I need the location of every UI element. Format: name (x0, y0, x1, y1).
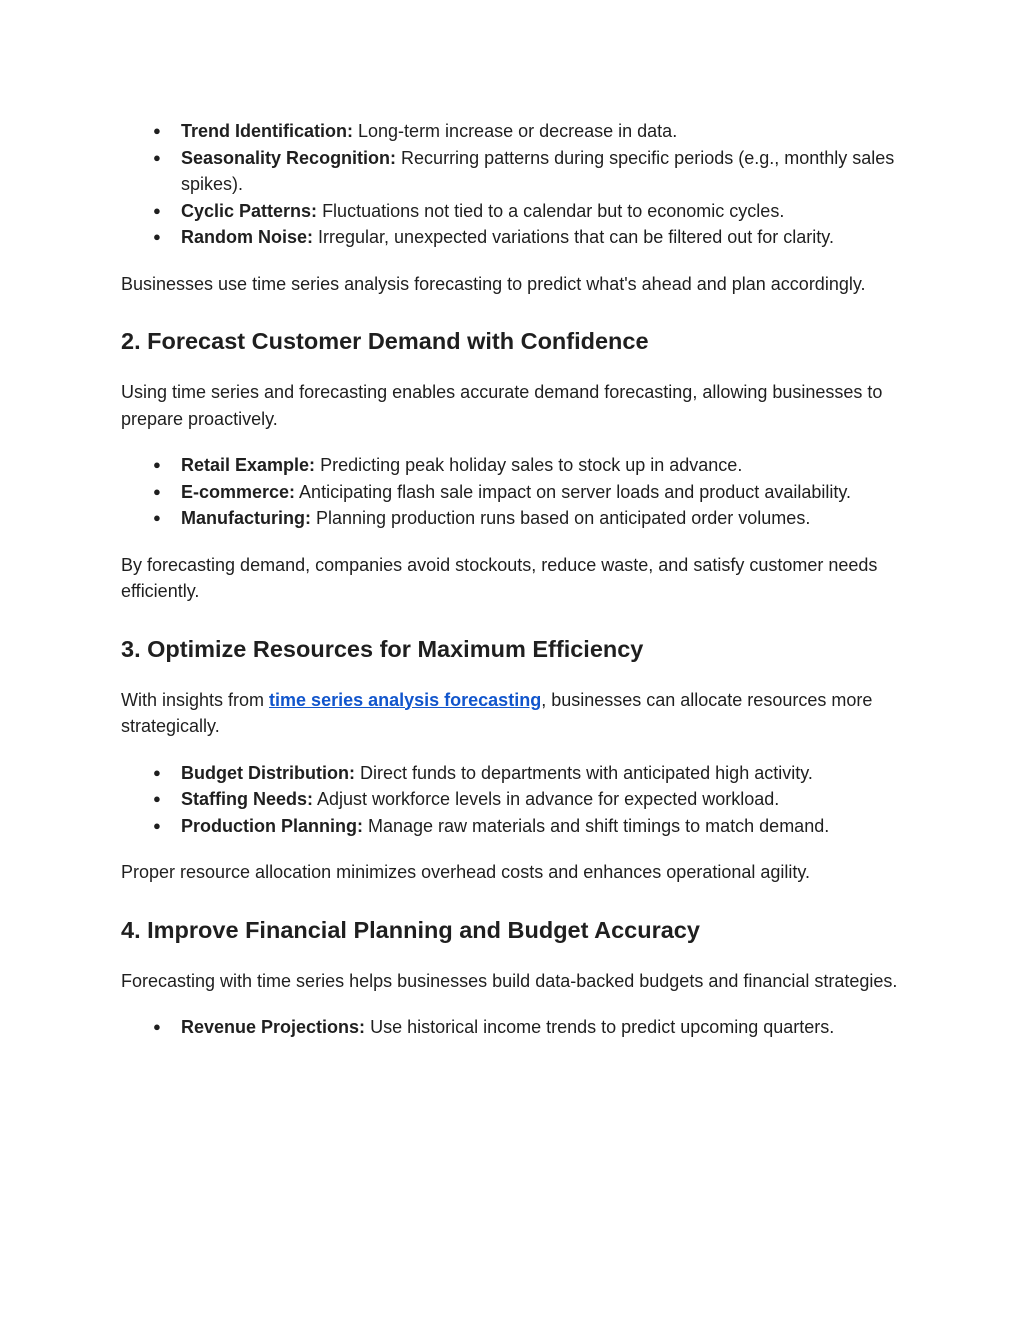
list-item-lead: Cyclic Patterns: (181, 200, 318, 221)
section-2-intro: Using time series and forecasting enables accurate demand forecasting, allowing businesses to prepare proactively. (121, 382, 883, 429)
list-item-lead: Staffing Needs: (181, 789, 314, 809)
list-item-text: Use historical income trends to predict upcoming quarters. (365, 1017, 835, 1037)
list-item-text: Predicting peak holiday sales to stock up in advance. (315, 455, 743, 475)
section-3-intro (121, 687, 911, 740)
list-item (121, 198, 911, 225)
list-item-lead: Budget Distribution: (181, 762, 355, 783)
list-item-text: Irregular, unexpected variations that can be filtered out for clarity. (313, 227, 834, 247)
list-item-text: Direct funds to departments with anticipated high activity. (354, 762, 813, 783)
list-item-lead: Production Planning: (181, 815, 363, 836)
list-item-text: Anticipating flash sale impact on server loads and product availability. (295, 481, 852, 502)
list-item-text: Fluctuations not tied to a calendar but to economic cycles. (317, 200, 785, 221)
section-heading-3: 3. Optimize Resources for Maximum Efficiency (121, 635, 644, 662)
section-4-intro: Forecasting with time series helps businesses build data-backed budgets and financial strategies. (121, 970, 898, 991)
section-heading-2: 2. Forecast Customer Demand with Confidence (121, 328, 649, 354)
list-item-lead: Manufacturing: (181, 508, 311, 528)
bullet-list-components (121, 118, 911, 251)
list-item-lead: E-commerce: (181, 481, 296, 502)
section-2-outro: By forecasting demand, companies avoid stockouts, reduce waste, and satisfy customer needs efficiently. (121, 554, 878, 601)
bullet-list-resources (121, 760, 911, 840)
list-item-text: Recurring patterns during specific periods (e.g., monthly sales spikes). (181, 147, 895, 194)
list-item (121, 118, 911, 145)
list-item (121, 145, 911, 198)
bullet-list-financial (121, 1014, 911, 1041)
list-item (121, 224, 911, 251)
list-item-lead: Revenue Projections: (181, 1017, 366, 1037)
intro-text-before: With insights from (121, 689, 270, 710)
list-item (121, 505, 911, 532)
list-item-lead: Trend Identification: (181, 121, 354, 141)
list-item (121, 1014, 911, 1041)
list-item (121, 813, 911, 840)
list-item (121, 452, 911, 479)
list-item-text: Manage raw materials and shift timings to match demand. (363, 815, 830, 836)
list-item-lead: Retail Example: (181, 455, 316, 475)
list-item-lead: Seasonality Recognition: (181, 147, 397, 168)
list-item-text: Adjust workforce levels in advance for expected workload. (313, 789, 780, 809)
list-item (121, 760, 911, 787)
section-heading-4: 4. Improve Financial Planning and Budget Accuracy (121, 916, 700, 943)
intro-text-after: , businesses can allocate resources more strategically. (121, 689, 873, 736)
list-item-text: Long-term increase or decrease in data. (353, 121, 678, 141)
time-series-forecasting-link[interactable]: time series analysis forecasting (269, 689, 542, 710)
list-item (121, 479, 911, 506)
paragraph-summary: Businesses use time series analysis forecasting to predict what's ahead and plan accordingly. (121, 273, 866, 294)
list-item-lead: Random Noise: (181, 227, 314, 247)
list-item (121, 786, 911, 813)
list-item-text: Planning production runs based on anticipated order volumes. (311, 508, 811, 528)
document-page (121, 118, 911, 1041)
bullet-list-demand (121, 452, 911, 532)
section-3-outro: Proper resource allocation minimizes overhead costs and enhances operational agility. (121, 862, 811, 882)
